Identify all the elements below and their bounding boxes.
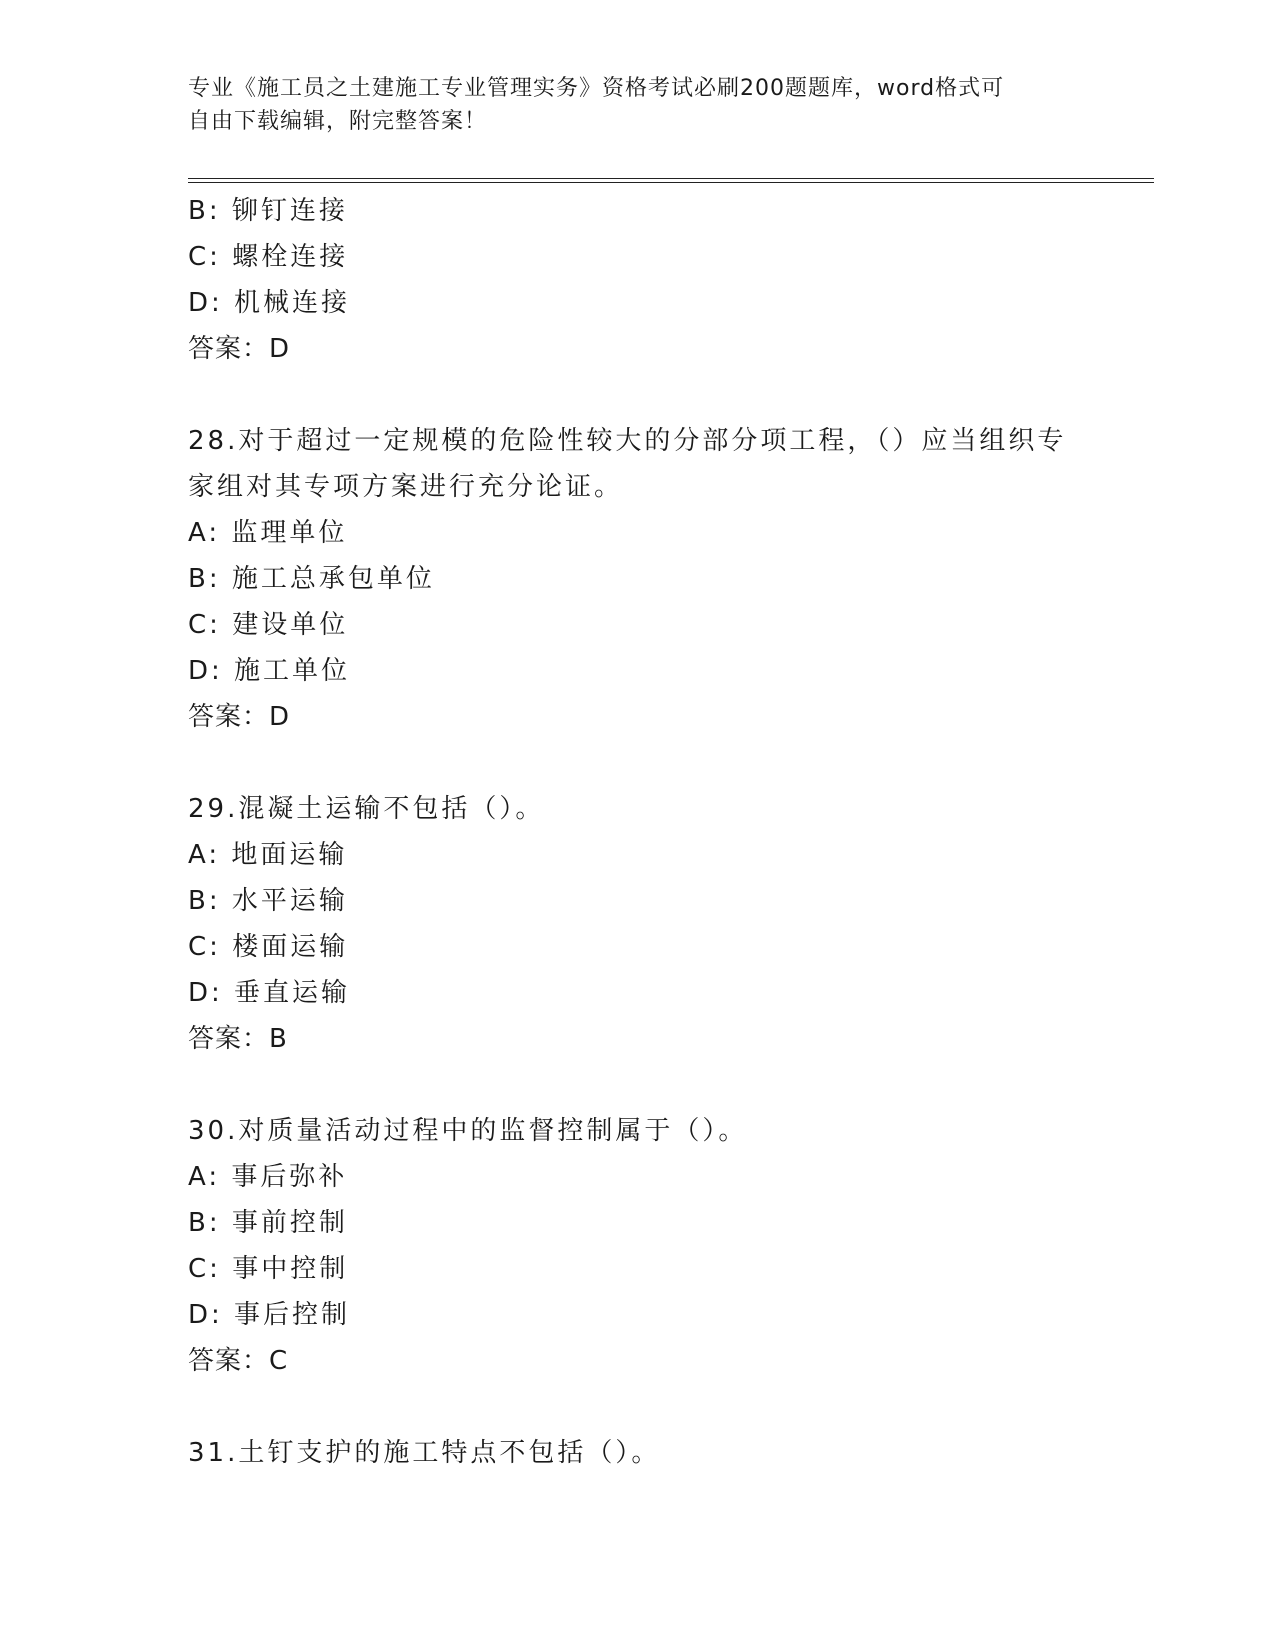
option-label: B: <box>188 1208 221 1238</box>
option-text: 监理单位 <box>231 518 348 548</box>
question-list <box>188 188 1088 1476</box>
question-stem-line-1: 29.混凝土运输不包括（）。 <box>188 794 545 824</box>
option-text: 地面运输 <box>231 840 348 870</box>
option-text: 施工单位 <box>234 656 351 686</box>
header-divider <box>188 178 1154 183</box>
question-stem-line-1: 31.土钉支护的施工特点不包括（）。 <box>188 1438 661 1468</box>
answer-line: 答案：D <box>188 702 291 732</box>
option-text: 建设单位 <box>232 610 349 640</box>
option-text: 事前控制 <box>231 1208 348 1238</box>
option-text: 事后控制 <box>234 1300 351 1330</box>
answer-line: 答案：D <box>188 334 291 364</box>
option-d <box>188 1292 1088 1338</box>
option-a <box>188 510 1088 556</box>
option-label: B: <box>188 564 221 594</box>
option-c <box>188 1246 1088 1292</box>
question-31 <box>188 1430 1088 1476</box>
option-text: 水平运输 <box>231 886 348 916</box>
option-c <box>188 602 1088 648</box>
spacer <box>188 1384 1088 1430</box>
option-label: D: <box>188 656 223 686</box>
option-c <box>188 234 1088 280</box>
option-text: 垂直运输 <box>234 978 351 1008</box>
option-c <box>188 924 1088 970</box>
option-label: A: <box>188 518 221 548</box>
question-29 <box>188 786 1088 1062</box>
option-label: C: <box>188 610 221 640</box>
option-label: B: <box>188 196 221 226</box>
header-line-1: 专业《施工员之土建施工专业管理实务》资格考试必刷200题题库，word格式可 <box>188 76 1005 101</box>
option-a <box>188 1154 1088 1200</box>
option-label: D: <box>188 1300 223 1330</box>
option-label: A: <box>188 840 221 870</box>
option-label: C: <box>188 932 221 962</box>
answer-line: 答案：B <box>188 1024 288 1054</box>
spacer <box>188 1062 1088 1108</box>
option-b <box>188 878 1088 924</box>
question-27-partial <box>188 188 1088 372</box>
answer-line: 答案：C <box>188 1346 289 1376</box>
question-stem-line-1: 28.对于超过一定规模的危险性较大的分部分项工程，（）应当组织专 <box>188 426 1067 456</box>
page-header <box>188 72 1068 138</box>
option-label: B: <box>188 886 221 916</box>
question-stem-line-2: 家组对其专项方案进行充分论证。 <box>188 472 624 502</box>
option-d <box>188 280 1088 326</box>
option-label: A: <box>188 1162 221 1192</box>
option-label: D: <box>188 978 223 1008</box>
option-text: 事中控制 <box>232 1254 349 1284</box>
option-a <box>188 832 1088 878</box>
question-30 <box>188 1108 1088 1384</box>
option-d <box>188 970 1088 1016</box>
option-text: 事后弥补 <box>231 1162 348 1192</box>
option-label: C: <box>188 242 221 272</box>
option-text: 铆钉连接 <box>231 196 348 226</box>
question-stem-line-1: 30.对质量活动过程中的监督控制属于（）。 <box>188 1116 748 1146</box>
option-b <box>188 188 1088 234</box>
option-label: D: <box>188 288 223 318</box>
option-text: 施工总承包单位 <box>231 564 435 594</box>
spacer <box>188 740 1088 786</box>
option-text: 机械连接 <box>234 288 351 318</box>
header-line-2: 自由下载编辑，附完整答案！ <box>188 109 488 134</box>
option-text: 楼面运输 <box>232 932 349 962</box>
option-b <box>188 556 1088 602</box>
option-b <box>188 1200 1088 1246</box>
option-text: 螺栓连接 <box>232 242 349 272</box>
spacer <box>188 372 1088 418</box>
question-28 <box>188 418 1088 740</box>
option-d <box>188 648 1088 694</box>
option-label: C: <box>188 1254 221 1284</box>
